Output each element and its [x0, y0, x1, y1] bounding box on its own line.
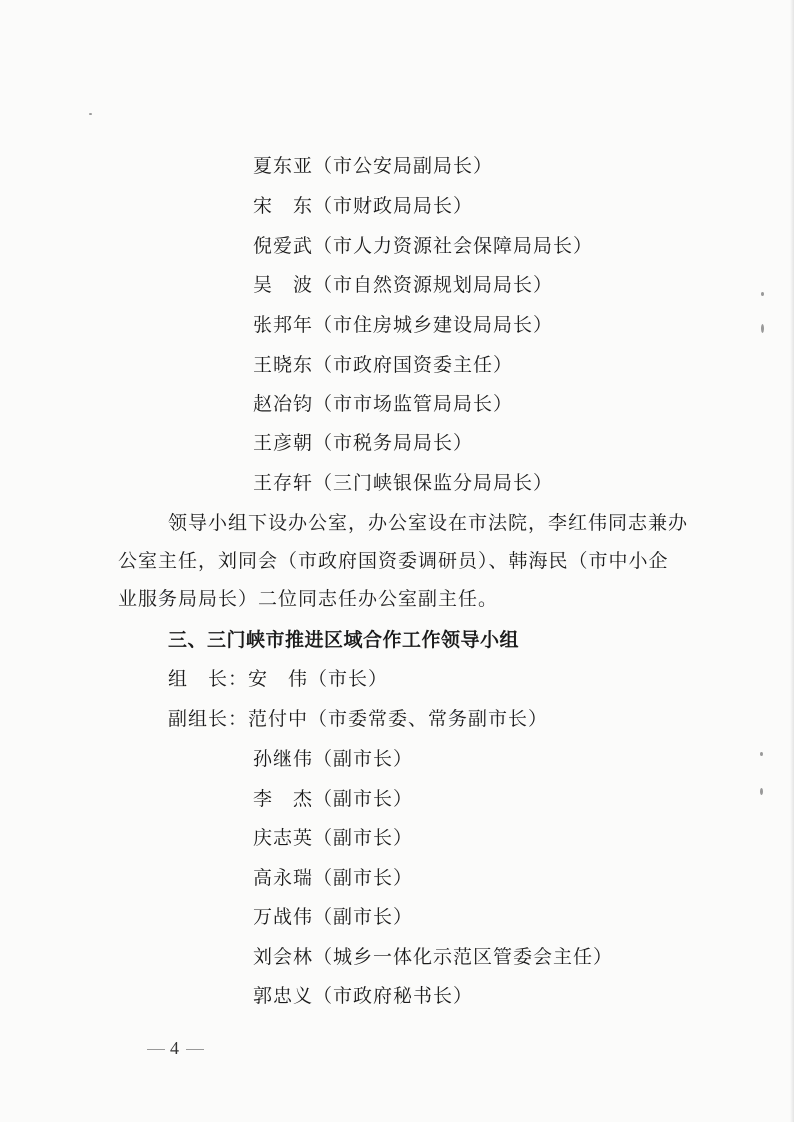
leader-value: 安 伟（市长） — [248, 668, 389, 690]
member-line: 吴 波（市自然资源规划局局长） — [253, 274, 554, 296]
paragraph-line: 业服务局局长）二位同志任办公室副主任。 — [118, 588, 499, 610]
deputy-line — [168, 705, 548, 733]
member-line: 赵冶钧（市市场监管局局长） — [253, 393, 514, 415]
member-line: 倪爱武（市人力资源社会保障局局长） — [253, 235, 594, 257]
member-line: 王存轩（三门峡银保监分局局长） — [253, 472, 554, 494]
paragraph-line: 公室主任，刘同会（市政府国资委调研员）、韩海民（市中小企 — [118, 550, 669, 572]
member-line: 王晓东（市政府国资委主任） — [253, 354, 514, 376]
deputy-line: 刘会林（城乡一体化示范区管委会主任） — [253, 946, 614, 968]
deputy-line: 高永瑞（副市长） — [253, 867, 414, 889]
member-line: 王彦朝（市税务局局长） — [253, 432, 474, 454]
scan-speck — [760, 752, 763, 756]
page-number-dash-right — [186, 1049, 204, 1050]
deputy-label: 副组长： — [168, 708, 249, 730]
member-line: 夏东亚（市公安局副局长） — [253, 155, 494, 177]
leader-label: 组 长： — [168, 668, 249, 690]
deputy-first: 范付中（市委常委、常务副市长） — [248, 708, 549, 730]
page-edge-shadow — [790, 0, 794, 1122]
deputy-line: 万战伟（副市长） — [253, 906, 414, 928]
scan-speck — [761, 324, 764, 333]
page-number: 4 — [170, 1038, 179, 1058]
deputy-line: 庆志英（副市长） — [253, 827, 414, 849]
paragraph-line: 领导小组下设办公室，办公室设在市法院，李红伟同志兼办 — [168, 512, 689, 534]
member-line: 张邦年（市住房城乡建设局局长） — [253, 314, 554, 336]
member-line: 宋 东（市财政局局长） — [253, 195, 474, 217]
section-heading: 三、三门峡市推进区域合作工作领导小组 — [168, 629, 520, 651]
leader-line — [168, 665, 388, 693]
scan-speck — [89, 113, 92, 115]
deputy-line: 李 杰（副市长） — [253, 788, 414, 810]
scan-speck — [760, 788, 763, 795]
deputy-line: 孙继伟（副市长） — [253, 748, 414, 770]
page-number-dash-left — [147, 1049, 165, 1050]
deputy-line: 郭忠义（市政府秘书长） — [253, 985, 474, 1007]
scan-speck — [761, 292, 764, 296]
